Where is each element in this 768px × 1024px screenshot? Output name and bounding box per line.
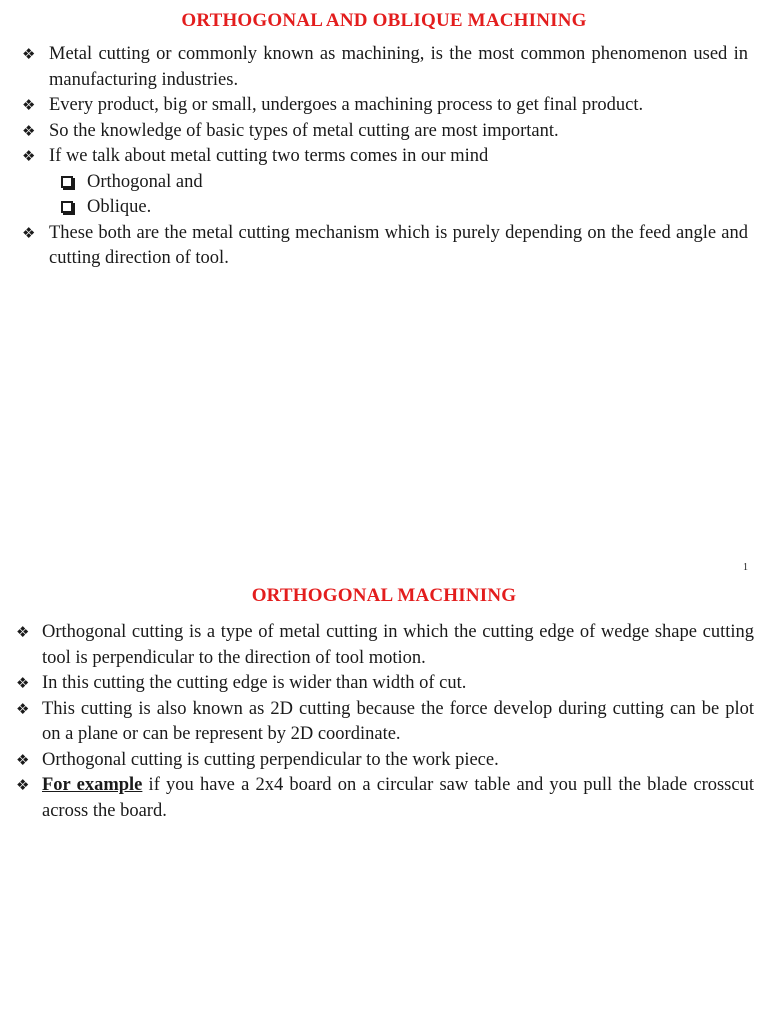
diamond-icon: ❖ <box>16 674 30 692</box>
bullet-text: Every product, big or small, undergoes a machining process to get final product. <box>49 95 644 115</box>
bullet-item <box>16 697 754 748</box>
diamond-icon: ❖ <box>22 147 36 165</box>
bullet-text: So the knowledge of basic types of metal cutting are most important. <box>49 120 559 141</box>
checkbox-icon <box>61 176 73 188</box>
diamond-icon: ❖ <box>22 96 36 114</box>
bullet-list <box>0 620 768 824</box>
slide-title: ORTHOGONAL AND OBLIQUE MACHINING <box>181 10 587 31</box>
bullet-item <box>22 119 748 145</box>
bullet-item <box>16 620 754 671</box>
sub-item-text: Orthogonal and <box>87 171 203 192</box>
bullet-item <box>22 42 748 93</box>
example-text: if you have a 2x4 board on a circular saw table and you pull the blade crosscut across the board. <box>42 775 754 821</box>
diamond-icon: ❖ <box>22 121 36 140</box>
page-number: 1 <box>743 562 748 573</box>
diamond-icon: ❖ <box>22 45 36 63</box>
sub-item <box>59 170 748 196</box>
diamond-icon: ❖ <box>16 699 30 718</box>
bullet-text: Orthogonal cutting is a type of metal cutting in which the cutting edge of wedge shape cutting tool is perpendicular to the direction of tool motion. <box>42 622 754 668</box>
bullet-text: Metal cutting or commonly known as machining, is the most common phenomenon used in manufacturing industries. <box>49 44 748 90</box>
bullet-text: In this cutting the cutting edge is wider than width of cut. <box>42 673 467 693</box>
bullet-item <box>16 671 754 697</box>
sub-list <box>49 170 748 221</box>
bullet-item <box>22 221 748 272</box>
bullet-item <box>22 93 748 119</box>
bullet-item <box>22 144 748 221</box>
diamond-icon: ❖ <box>16 750 30 769</box>
sub-item-text: Oblique. <box>87 197 152 217</box>
example-label: For example <box>42 775 143 795</box>
bullet-text: Orthogonal cutting is cutting perpendicular to the work piece. <box>42 749 499 770</box>
diamond-icon: ❖ <box>16 623 30 641</box>
sub-item <box>59 195 748 221</box>
bullet-text: If we talk about metal cutting two terms comes in our mind <box>49 146 489 166</box>
diamond-icon: ❖ <box>16 776 30 794</box>
bullet-list <box>0 42 768 272</box>
bullet-text: These both are the metal cutting mechanism which is purely depending on the feed angle and cutting direction of tool. <box>49 222 748 268</box>
slide-title: ORTHOGONAL MACHINING <box>251 585 517 606</box>
diamond-icon: ❖ <box>22 223 36 242</box>
checkbox-icon <box>61 201 73 213</box>
bullet-text: This cutting is also known as 2D cutting because the force develop during cutting can be plot on a plane or can be represent by 2D coordinate. <box>42 698 754 744</box>
bullet-item <box>16 773 754 824</box>
bullet-item <box>16 748 754 774</box>
slide-2 <box>0 580 768 1024</box>
